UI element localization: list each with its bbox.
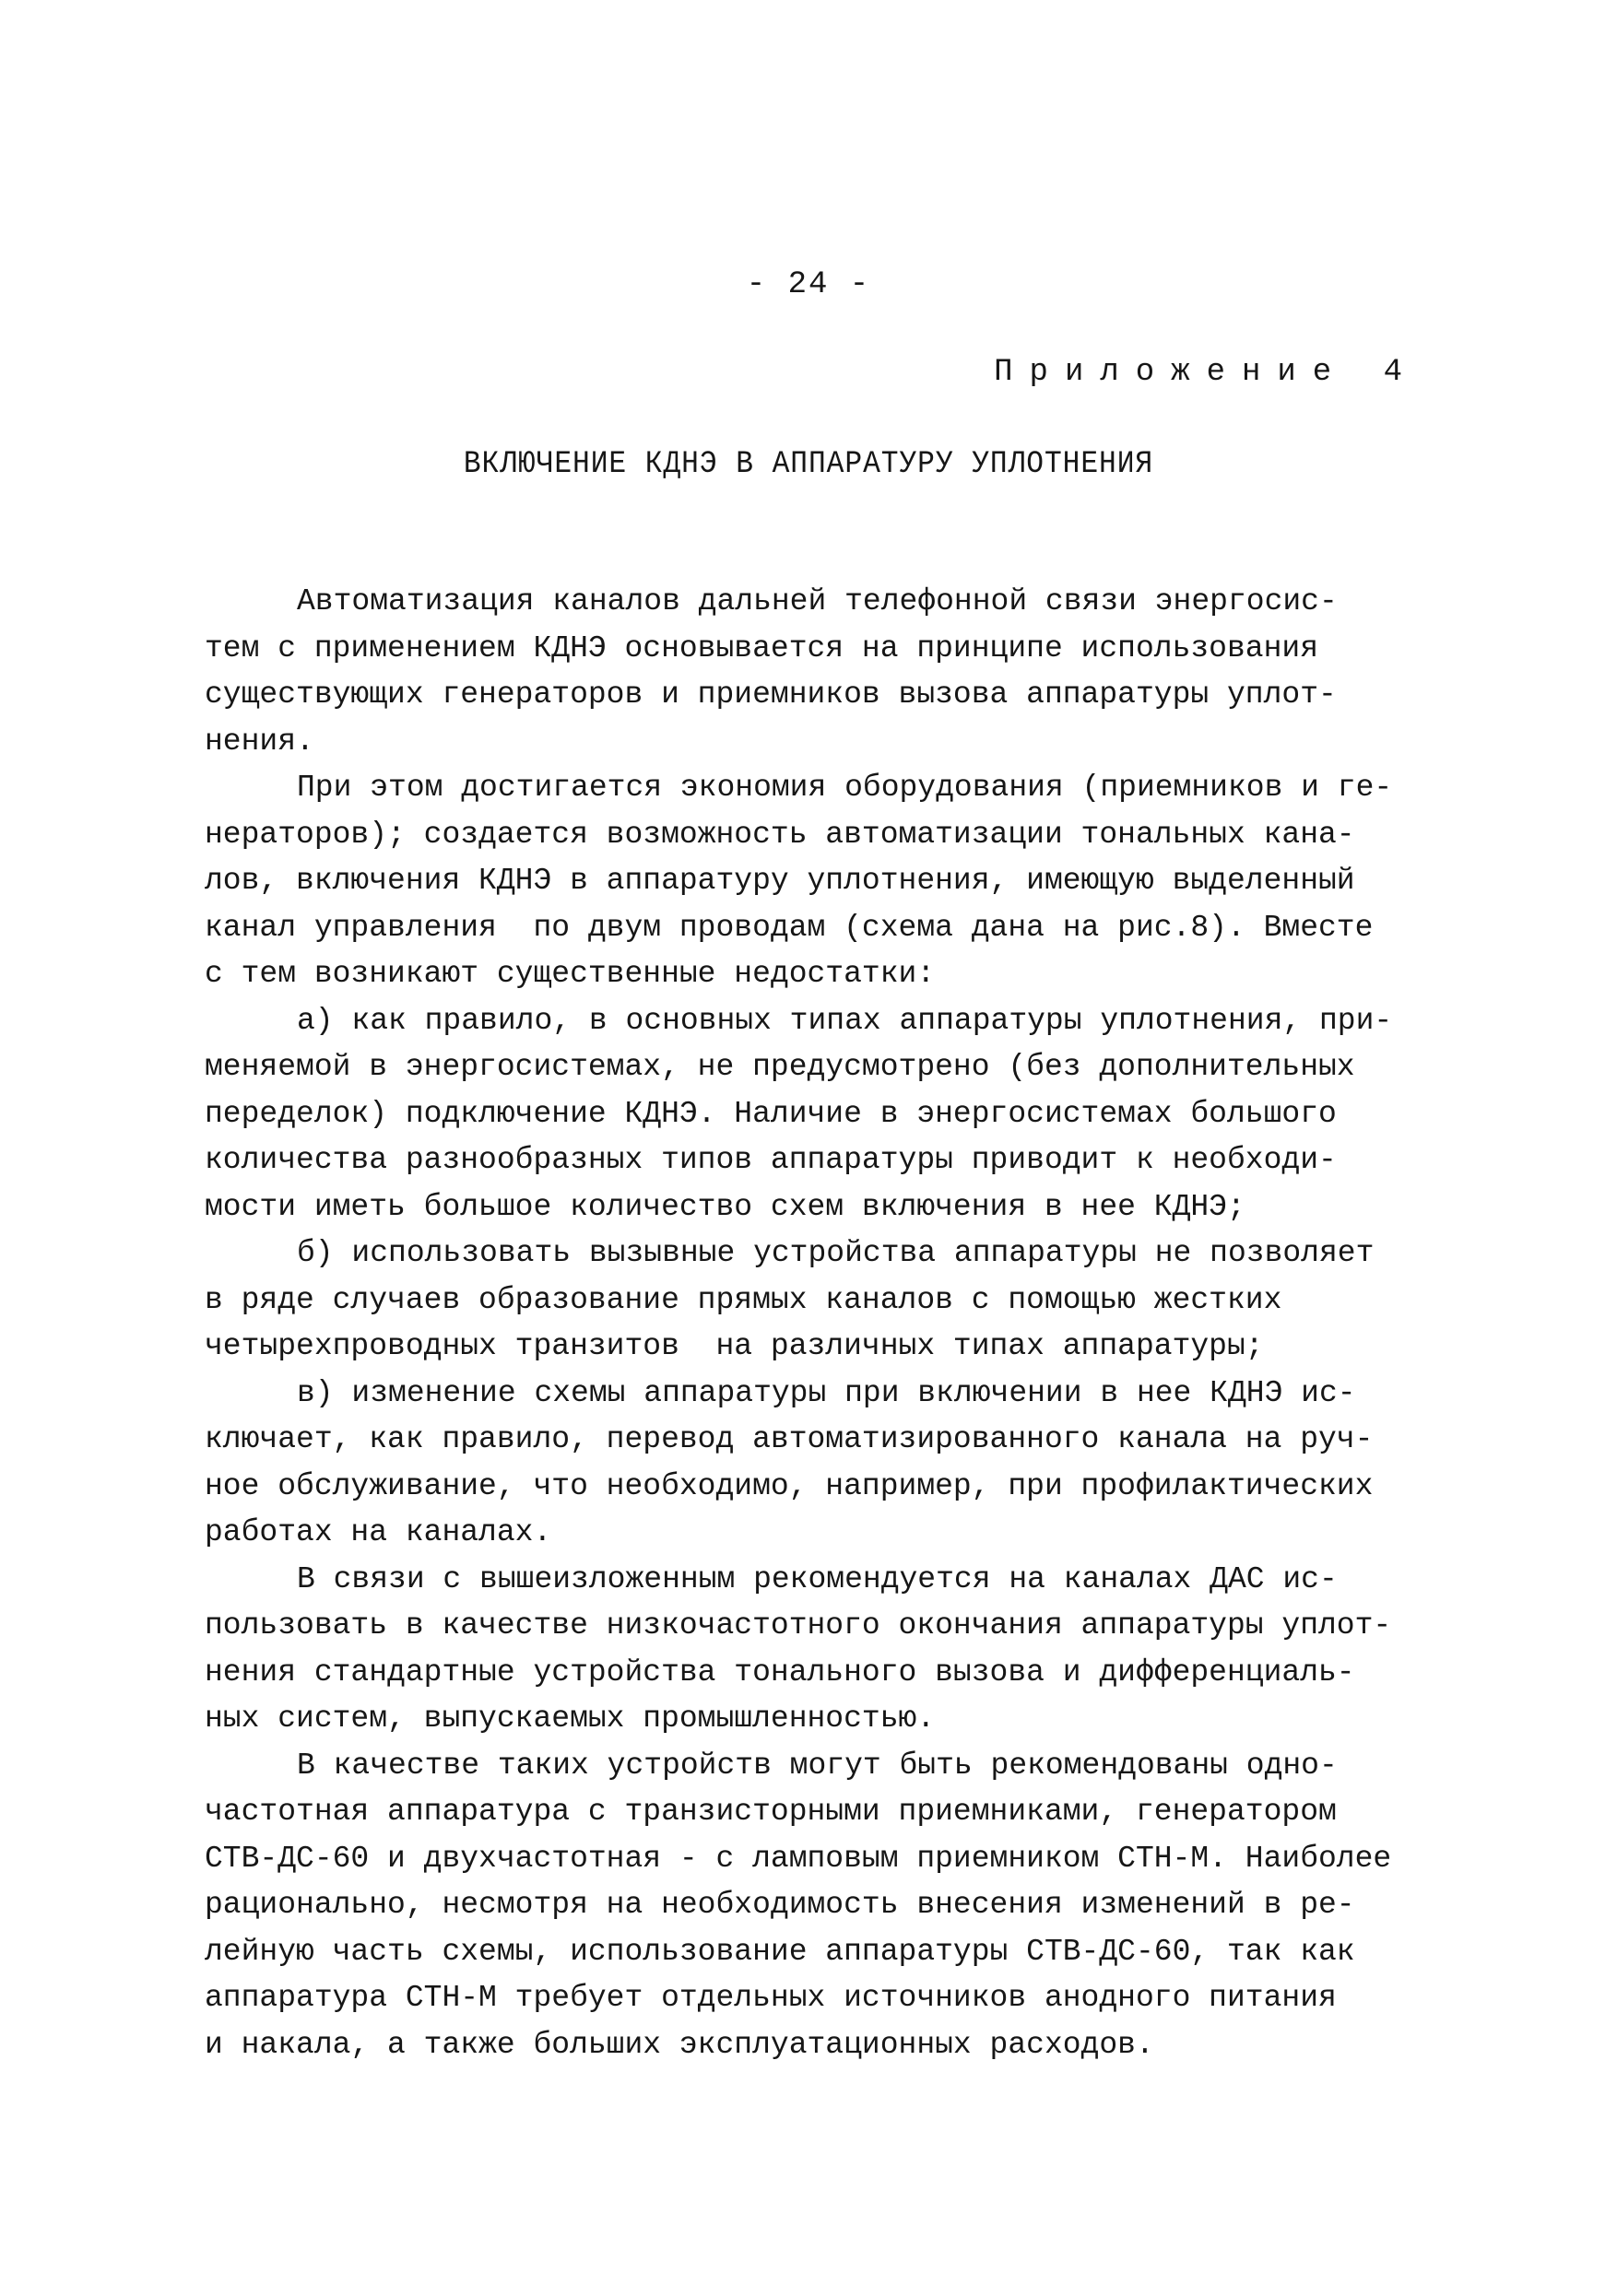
text-line: Автоматизация каналов дальней телефонной связи энергосис- [297, 584, 1338, 618]
text-line: переделок) подключение КДНЭ. Наличие в энергосистемах большого [205, 1096, 1337, 1131]
page-number: - 24 - [746, 267, 871, 302]
text-line: тем с применением КДНЭ основывается на принципе использования [205, 630, 1318, 665]
text-line: нения стандартные устройства тонального вызова и дифференциаль- [205, 1654, 1355, 1690]
text-line: аппаратура СТН-М требует отдельных источников анодного питания [205, 1981, 1337, 2015]
text-line: нераторов); создается возможность автоматизации тональных кана- [205, 817, 1355, 852]
text-line: с тем возникают существенные недостатки: [205, 957, 936, 991]
text-line: б) использовать вызывные устройства аппаратуры не позволяет [297, 1236, 1375, 1270]
body-text [205, 579, 1440, 2068]
text-line: а) как правило, в основных типах аппаратуры уплотнения, при- [297, 1003, 1393, 1038]
text-line: ных систем, выпускаемых промышленностью. [205, 1701, 936, 1736]
text-line: лов, включения КДНЭ в аппаратуру уплотнения, имеющую выделенный [205, 864, 1355, 898]
text-line: При этом достигается экономия оборудования (приемников и ге- [297, 771, 1393, 805]
text-line: и накала, а также больших эксплуатационных расходов. [205, 2027, 1154, 2062]
text-line: в ряде случаев образование прямых каналов с помощью жестких [205, 1282, 1282, 1317]
text-line: СТВ-ДС-60 и двухчастотная - с ламповым приемником СТН-М. Наиболее [205, 1841, 1392, 1876]
text-line: четырехпроводных транзитов на различных типах аппаратуры; [205, 1329, 1264, 1363]
text-line: мости иметь большое количество схем включения в нее КДНЭ; [205, 1189, 1245, 1224]
text-line: меняемой в энергосистемах, не предусмотрено (без дополнительных [205, 1050, 1355, 1084]
text-line: ное обслуживание, что необходимо, например, при профилактических [205, 1468, 1374, 1503]
text-line: частотная аппаратура с транзисторными приемниками, генератором [205, 1795, 1337, 1829]
text-line: количества разнообразных типов аппаратуры приводит к необходи- [205, 1143, 1337, 1177]
text-line: работах на каналах. [205, 1515, 552, 1549]
text-line: нения. [205, 724, 314, 759]
text-line: пользовать в качестве низкочастотного окончания аппаратуры уплот- [205, 1608, 1392, 1643]
text-line: В связи с вышеизложенным рекомендуется на каналах ДАС ис- [297, 1561, 1338, 1596]
text-line: в) изменение схемы аппаратуры при включении в нее КДНЭ ис- [297, 1375, 1356, 1410]
document-title: ВКЛЮЧЕНИЕ КДНЭ В АППАРАТУРУ УПЛОТНЕНИЯ [463, 447, 1154, 482]
appendix-label: Приложение 4 [994, 355, 1419, 390]
text-line: В качестве таких устройств могут быть рекомендованы одно- [297, 1748, 1338, 1783]
text-line: рационально, несмотря на необходимость внесения изменений в ре- [205, 1888, 1355, 1922]
text-line: существующих генераторов и приемников вызова аппаратуры уплот- [205, 677, 1337, 712]
text-line: канал управления по двум проводам (схема дана на рис.8). Вместе [205, 910, 1374, 945]
text-line: ключает, как правило, перевод автоматизированного канала на руч- [205, 1422, 1374, 1456]
text-line: лейную часть схемы, использование аппаратуры СТВ-ДС-60, так как [205, 1934, 1355, 1969]
